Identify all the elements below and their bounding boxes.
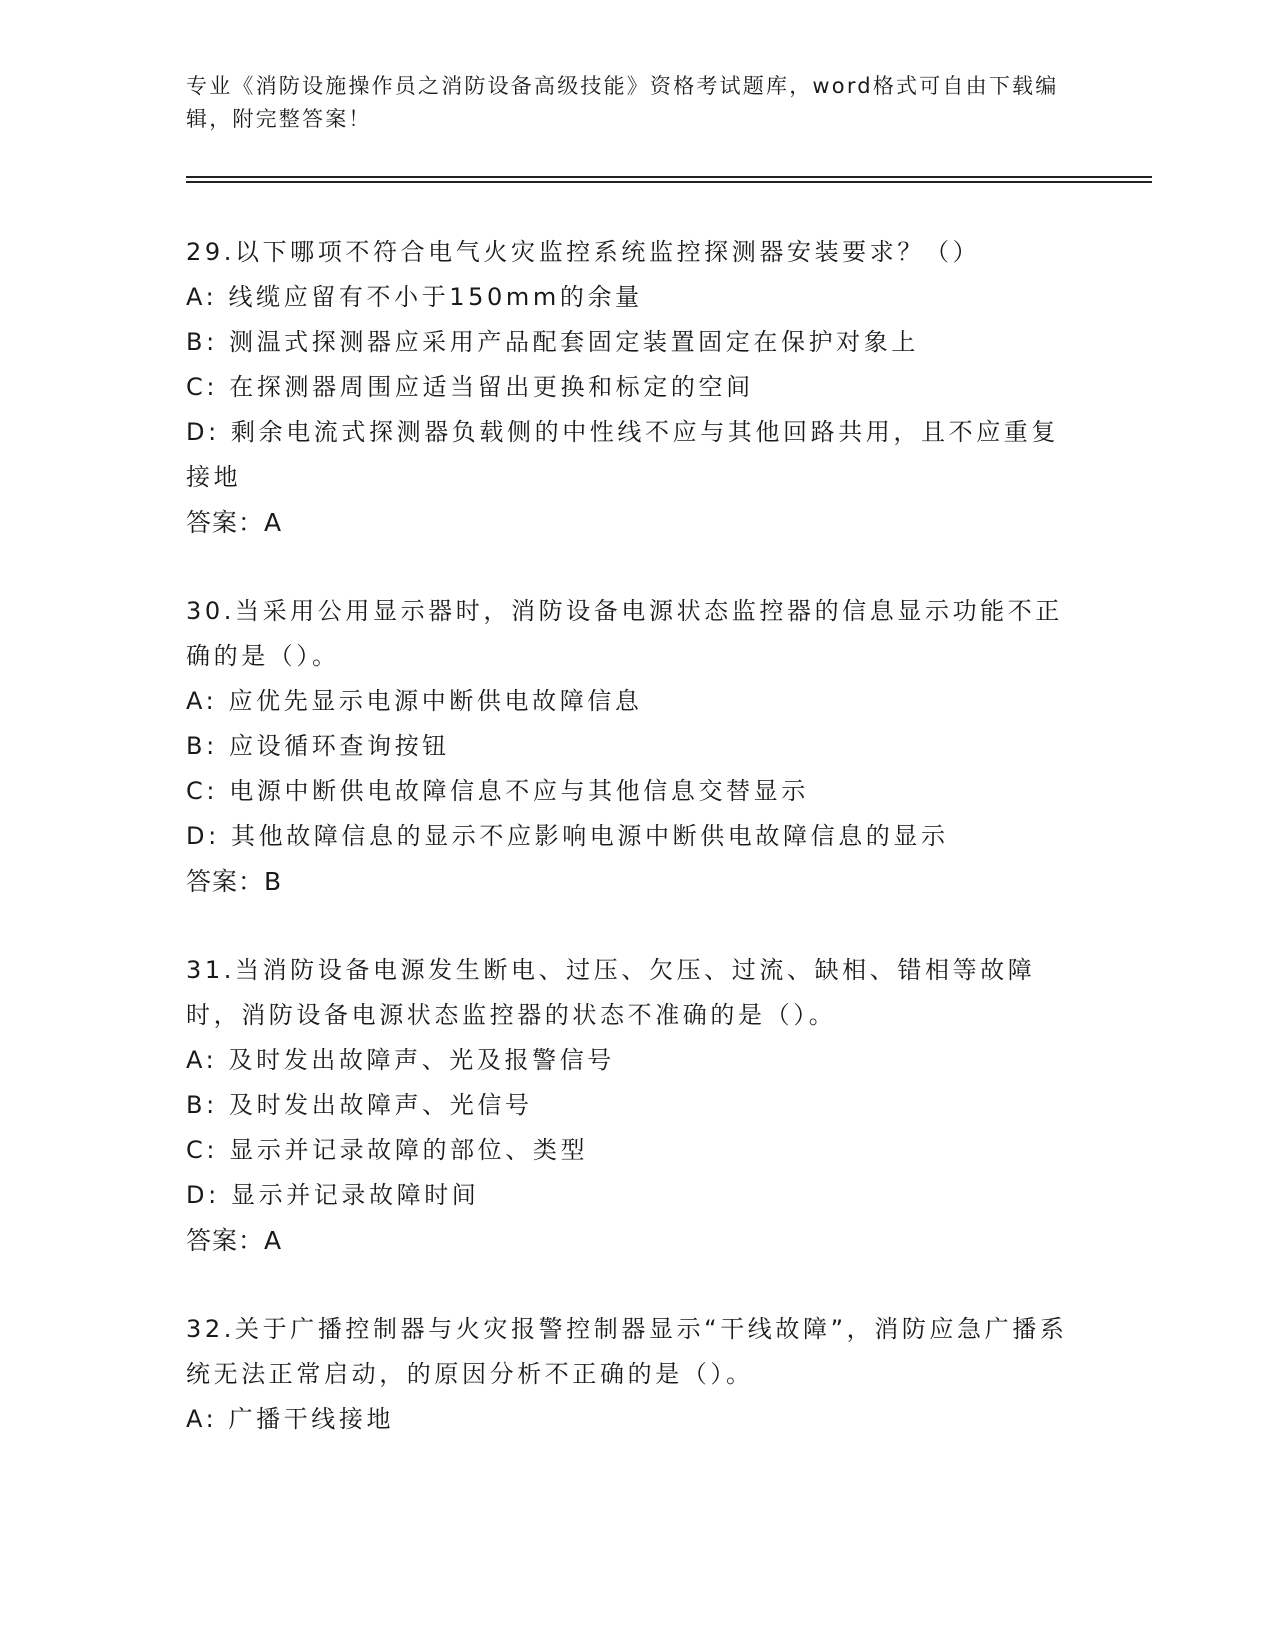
question-31 xyxy=(186,948,1076,1263)
header-divider-top xyxy=(186,176,1152,178)
question-text: 32.关于广播控制器与火灾报警控制器显示“干线故障”，消防应急广播系统无法正常启动，的原因分析不正确的是（）。 xyxy=(186,1315,1068,1388)
question-text: 29.以下哪项不符合电气火灾监控系统监控探测器安装要求？（） xyxy=(186,238,981,266)
option-c: C: 在探测器周围应适当留出更换和标定的空间 xyxy=(186,373,754,401)
option-d: D: 显示并记录故障时间 xyxy=(186,1181,480,1209)
answer-label: 答案：A xyxy=(186,508,283,537)
question-list xyxy=(186,230,1076,1486)
option-a: A: 及时发出故障声、光及报警信号 xyxy=(186,1046,615,1074)
header-divider-bottom xyxy=(186,181,1152,183)
question-32 xyxy=(186,1307,1076,1442)
option-d: D: 其他故障信息的显示不应影响电源中断供电故障信息的显示 xyxy=(186,822,949,850)
answer-label: 答案：A xyxy=(186,1226,283,1255)
answer-label: 答案：B xyxy=(186,867,283,896)
option-a: A: 广播干线接地 xyxy=(186,1405,395,1433)
option-a: A: 应优先显示电源中断供电故障信息 xyxy=(186,687,643,715)
question-29 xyxy=(186,230,1076,545)
option-b: B: 测温式探测器应采用产品配套固定装置固定在保护对象上 xyxy=(186,328,919,356)
document-header: 专业《消防设施操作员之消防设备高级技能》资格考试题库，word格式可自由下载编辑，附完整答案！ xyxy=(186,74,1059,131)
option-a: A: 线缆应留有不小于150mm的余量 xyxy=(186,283,643,311)
option-b: B: 应设循环查询按钮 xyxy=(186,732,450,760)
option-d: D: 剩余电流式探测器负载侧的中性线不应与其他回路共用，且不应重复接地 xyxy=(186,418,1059,491)
question-text: 31.当消防设备电源发生断电、过压、欠压、过流、缺相、错相等故障时，消防设备电源状态监控器的状态不准确的是（）。 xyxy=(186,956,1036,1029)
option-c: C: 电源中断供电故障信息不应与其他信息交替显示 xyxy=(186,777,809,805)
option-c: C: 显示并记录故障的部位、类型 xyxy=(186,1136,589,1164)
option-b: B: 及时发出故障声、光信号 xyxy=(186,1091,533,1119)
question-30 xyxy=(186,589,1076,904)
question-text: 30.当采用公用显示器时，消防设备电源状态监控器的信息显示功能不正确的是（）。 xyxy=(186,597,1063,670)
